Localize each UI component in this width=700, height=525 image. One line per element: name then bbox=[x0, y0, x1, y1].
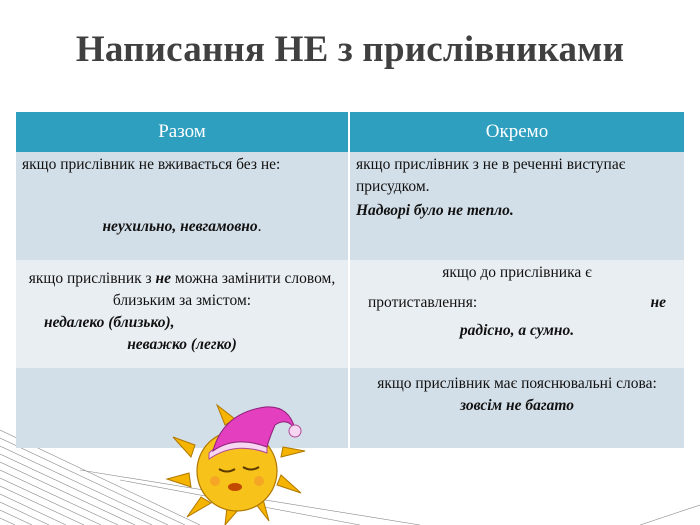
rule-text: якщо до прислівника є bbox=[442, 264, 592, 281]
rule-example: неухильно, невгамовно. bbox=[102, 218, 262, 235]
table-row bbox=[16, 152, 684, 260]
rule-text: якщо прислівник з не в реченні виступає присудком. bbox=[356, 156, 626, 195]
rule-text: якщо прислівник не вживається без не: bbox=[22, 156, 281, 173]
rule-example: недалеко (близько), bbox=[44, 314, 175, 331]
rule-cell-separately-3 bbox=[349, 368, 684, 448]
rule-example: Надворі було не тепло. bbox=[356, 202, 514, 219]
rule-example: неважко (легко) bbox=[127, 336, 237, 353]
table-header-row bbox=[16, 112, 684, 152]
table-row bbox=[16, 260, 684, 368]
rule-text: якщо прислівник має пояснювальні слова: bbox=[377, 375, 657, 392]
rule-example: радісно, а сумно. bbox=[459, 322, 575, 339]
slide-title: Написання НЕ з прислівниками bbox=[75, 29, 625, 70]
header-separately: Окремо bbox=[349, 112, 684, 152]
rule-cell-separately-2 bbox=[349, 260, 684, 368]
rule-cell-together-2 bbox=[16, 260, 349, 368]
header-together: Разом bbox=[16, 112, 349, 152]
table-row bbox=[16, 368, 684, 448]
rule-cell-together-1 bbox=[16, 152, 349, 260]
rule-text-line: протиставлення: не bbox=[368, 294, 666, 311]
sleeping-sun-with-nightcap-icon bbox=[165, 395, 310, 525]
rule-example: зовсім не багато bbox=[460, 397, 574, 414]
rule-text: якщо прислівник з не можна замінити словом, близьким за змістом: bbox=[28, 270, 336, 309]
rules-table bbox=[16, 112, 684, 448]
rule-cell-separately-1 bbox=[349, 152, 684, 260]
